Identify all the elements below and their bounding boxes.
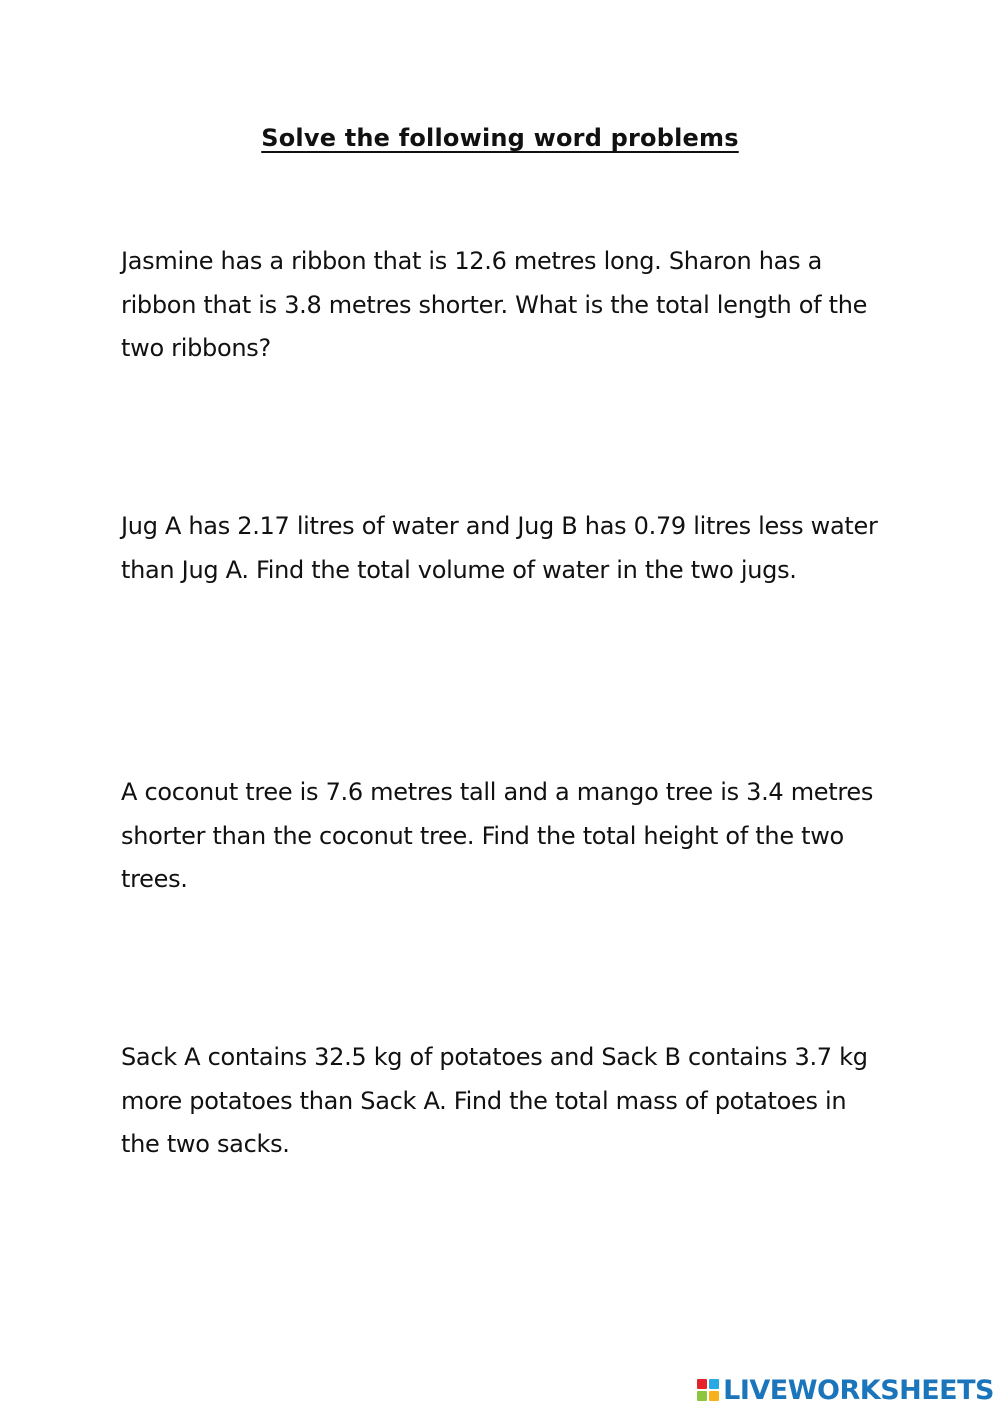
liveworksheets-logo	[697, 1373, 994, 1407]
word-problem-3: A coconut tree is 7.6 metres tall and a mango tree is 3.4 metres shorter than the coconut tree. Find the total height of the two trees.	[121, 778, 874, 893]
word-problem-1: Jasmine has a ribbon that is 12.6 metres long. Sharon has a ribbon that is 3.8 metres shorter. What is the total length of the two ribbons?	[121, 247, 868, 362]
page-title: Solve the following word problems	[261, 124, 739, 152]
word-problem-4: Sack A contains 32.5 kg of potatoes and Sack B contains 3.7 kg more potatoes than Sack A. Find the total mass of potatoes in the two sacks.	[121, 1043, 868, 1158]
logo-blocks-icon	[697, 1379, 719, 1401]
logo-text: LIVEWORKSHEETS	[723, 1374, 994, 1406]
word-problem-2: Jug A has 2.17 litres of water and Jug B has 0.79 litres less water than Jug A. Find the total volume of water in the two jugs.	[121, 512, 878, 584]
